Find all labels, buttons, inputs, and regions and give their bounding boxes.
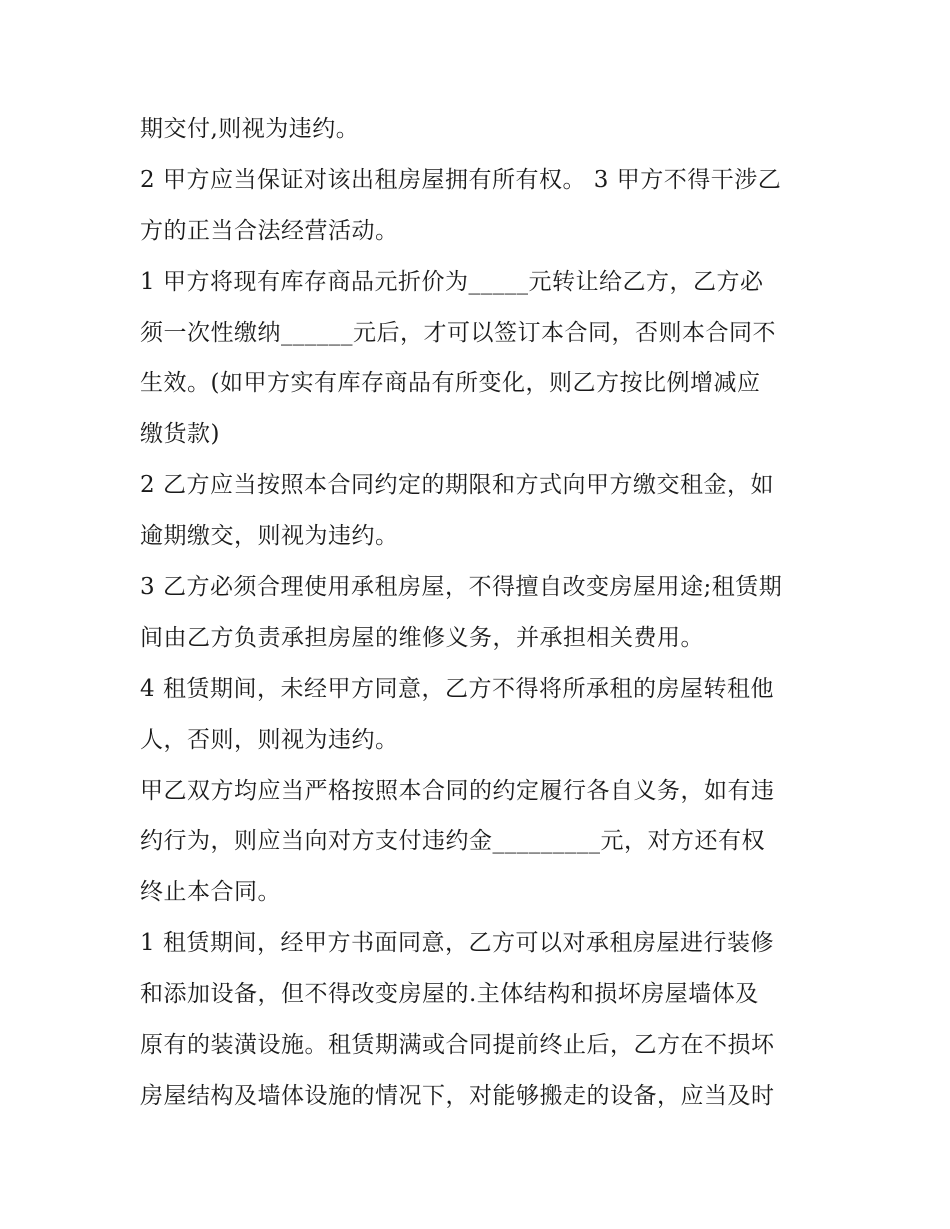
document-body bbox=[140, 104, 820, 1122]
text-line: 2 甲方应当保证对该出租房屋拥有所有权。 3 甲方不得干涉乙 bbox=[140, 166, 782, 193]
text-line: 间由乙方负责承担房屋的维修义务，并承担相关费用。 bbox=[140, 624, 704, 651]
text-line: 终止本合同。 bbox=[140, 879, 281, 906]
text-line: 期交付,则视为违约。 bbox=[140, 116, 360, 142]
text-line: 房屋结构及墙体设施的情况下，对能够搬走的设备，应当及时 bbox=[140, 1082, 775, 1109]
text-line: 约行为，则应当向对方支付违约金_________元，对方还有权 bbox=[140, 828, 765, 855]
text-line: 1 甲方将现有库存商品元折价为_____元转让给乙方，乙方必 bbox=[140, 268, 764, 295]
text-line: 和添加设备，但不得改变房屋的.主体结构和损坏房屋墙体及 bbox=[140, 981, 759, 1008]
text-line: 4 租赁期间，未经甲方同意，乙方不得将所承租的房屋转租他 bbox=[140, 675, 774, 702]
text-line: 3 乙方必须合理使用承租房屋，不得擅自改变房屋用途;租赁期 bbox=[140, 574, 783, 601]
text-line: 须一次性缴纳______元后，才可以签订本合同，否则本合同不 bbox=[140, 319, 776, 346]
text-line: 原有的装潢设施。租赁期满或合同提前终止后，乙方在不损坏 bbox=[140, 1032, 775, 1059]
text-line: 人，否则，则视为违约。 bbox=[140, 726, 399, 753]
text-line: 方的正当合法经营活动。 bbox=[140, 217, 399, 244]
text-line: 生效。(如甲方实有库存商品有所变化，则乙方按比例增减应 bbox=[140, 370, 761, 397]
text-line: 缴货款) bbox=[140, 421, 220, 448]
text-line: 甲乙双方均应当严格按照本合同的约定履行各自义务，如有违 bbox=[140, 777, 775, 804]
text-line: 1 租赁期间，经甲方书面同意，乙方可以对承租房屋进行装修 bbox=[140, 930, 774, 957]
text-line: 2 乙方应当按照本合同约定的期限和方式向甲方缴交租金，如 bbox=[140, 472, 774, 499]
text-line: 逾期缴交，则视为违约。 bbox=[140, 523, 399, 550]
